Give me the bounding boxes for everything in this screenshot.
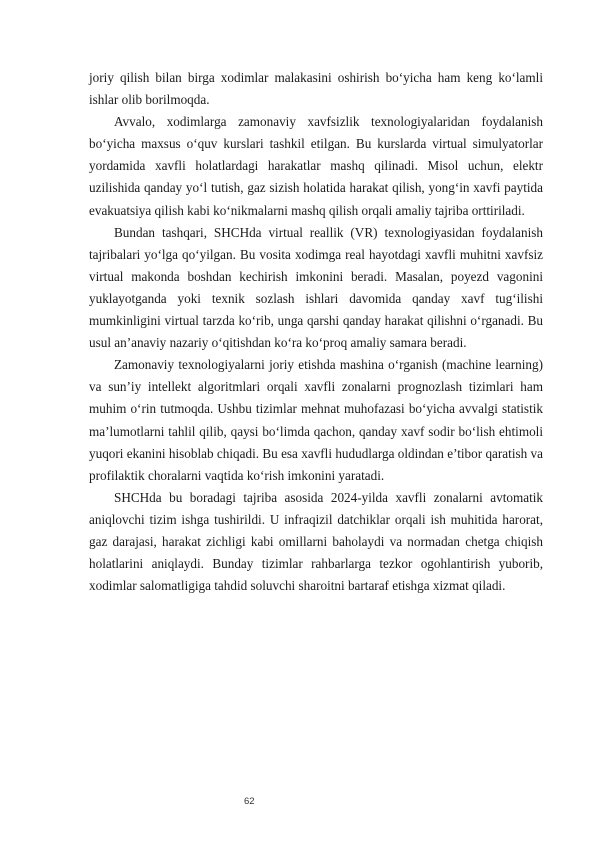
- paragraph-machine-learning: Zamonaviy texnologiyalarni joriy etishda mashina o‘rganish (machine learning) va sun’iy intellekt algoritmlari orqali xavfli zonalarni prognozlash tizimlari ham muhim o‘rin tutmoqda. Ushbu tizimlar mehnat muhofazasi bo‘yicha avvalgi statistik ma’lumotlarni tahlil qilib, qaysi bo‘limda qachon, qanday xavf sodir bo‘lish ehtimoli yuqori ekanini hisoblab chiqadi. Bu esa xavfli hududlarga oldindan e’tibor qaratish va profilaktik choralarni vaqtida ko‘rish imkonini yaratadi.: [89, 357, 543, 483]
- document-body: [89, 67, 543, 597]
- page-number: 62: [244, 796, 255, 807]
- paragraph-virtual-reality: Bundan tashqari, SHCHda virtual reallik (VR) texnologiyasidan foydalanish tajribalari yo‘lga qo‘yilgan. Bu vosita xodimga real hayotdagi xavfli muhitni xavfsiz virtual makonda boshdan kechirish imkonini beradi. Masalan, poyezd vagonini yuklayotganda yoki texnik sozlash ishlari davomida qanday xavf tug‘ilishi mumkinligini virtual tarzda ko‘rib, unga qarshi qanday harakat qilishni o‘rganadi. Bu usul an’anaviy nazariy o‘qitishdan ko‘ra ko‘proq amaliy samara beradi.: [89, 224, 543, 351]
- paragraph-automatic-detection: SHCHda bu boradagi tajriba asosida 2024-yilda xavfli zonalarni avtomatik aniqlovchi tizim ishga tushirildi. U infraqizil datchiklar orqali ish muhitida harorat, gaz darajasi, harakat zichligi kabi omillarni baholaydi va normadan chetga chiqish holatlarini aniqlaydi. Bunday tizimlar rahbarlarga tezkor ogohlantirish yuborib, xodimlar salomatligiga tahdid soluvchi sharoitni bartaraf etishga xizmat qiladi.: [89, 489, 543, 594]
- paragraph-training-courses: Avvalo, xodimlarga zamonaviy xavfsizlik texnologiyalaridan foydalanish bo‘yicha maxsus o‘quv kurslari tashkil etilgan. Bu kurslarda virtual simulyatorlar yordamida xavfli holatlardagi harakatlar mashq qilinadi. Misol uchun, elektr uzilishida qanday yo‘l tutish, gaz sizish holatida harakat qilish, yong‘in xavfi paytida evakuatsiya qilish kabi ko‘nikmalarni mashq qilish orqali amaliy tajriba orttiriladi.: [89, 114, 543, 218]
- paragraph-continuation: joriy qilish bilan birga xodimlar malakasini oshirish bo‘yicha ham keng ko‘lamli ishlar olib borilmoqda.: [89, 70, 543, 108]
